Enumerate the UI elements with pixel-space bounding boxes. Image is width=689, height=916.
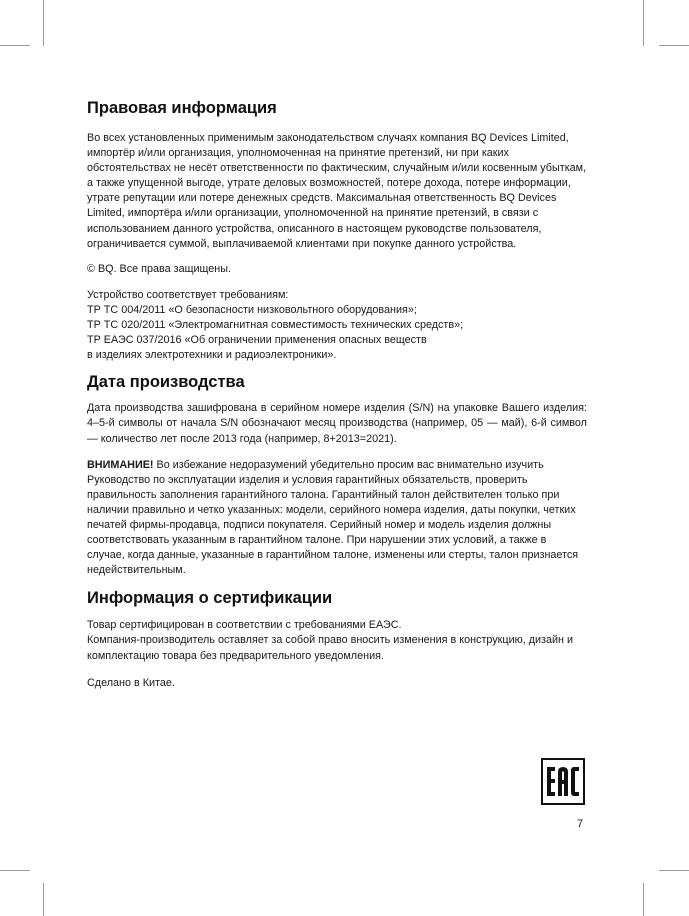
production-title: Дата производства xyxy=(87,373,245,392)
warning-label: ВНИМАНИЕ! xyxy=(87,458,154,471)
compliance-line: Устройство соответствует требованиям: xyxy=(87,288,289,301)
warning-paragraph xyxy=(87,458,587,579)
production-section xyxy=(87,372,587,578)
crop-mark xyxy=(0,870,30,871)
page-content xyxy=(87,98,587,691)
made-in-text: Сделано в Китае. xyxy=(87,676,175,689)
compliance-line: ТР ЕАЭС 037/2016 «Об ограничении применения опасных веществ xyxy=(87,334,427,347)
compliance-line: ТР ТС 020/2011 «Электромагнитная совместимость технических средств»; xyxy=(87,319,464,332)
crop-mark xyxy=(43,883,44,916)
compliance-line: ТР ТС 004/2011 «О безопасности низковольтного оборудования»; xyxy=(87,303,417,316)
crop-mark xyxy=(0,45,30,46)
certification-section xyxy=(87,588,587,690)
eac-mark-icon xyxy=(541,758,585,805)
certification-line: Товар сертифицирован в соответствии с требованиями ЕАЭС. xyxy=(87,619,402,632)
compliance-line: в изделиях электротехники и радиоэлектроники». xyxy=(87,349,337,362)
production-body: Дата производства зашифрована в серийном номере изделия (S/N) на упаковке Вашего изделия: 4–5-й символы от начала S/N обозначают месяц производства (например, 05 — май), 6-й символ — количество лет после 2013 года (например, 8+2013=2021). xyxy=(87,402,587,445)
crop-mark xyxy=(643,0,644,46)
crop-mark xyxy=(43,0,44,46)
certification-line: Компания-производитель оставляет за собой право вносить изменения в конструкцию, дизайн и комплектацию товара без предварительного уведомления. xyxy=(87,634,574,662)
legal-title: Правовая информация xyxy=(87,99,277,117)
legal-section xyxy=(87,98,587,363)
page-number: 7 xyxy=(577,818,584,830)
crop-mark xyxy=(643,883,644,916)
crop-mark xyxy=(659,45,689,46)
crop-mark xyxy=(659,870,689,871)
certification-title: Информация о сертификации xyxy=(87,589,333,608)
warning-text: Во избежание недоразумений убедительно просим вас внимательно изучить Руководство по эксплуатации изделия и условия гарантийных обязательств, проверить правильность заполнения гарантийного талона. Гарантийный талон действителен только при наличии правильно и четко указанных: модели, серийного номера изделия, даты покупки, четких печатей фирмы-продавца, подписи покупателя. Серийный номер и модель изделия должны соответствовать указанным в гарантийном талоне. При нарушении этих условий, а также в случае, когда данные, указанные в гарантийном талоне, изменены или стерты, талон признается недействительным. xyxy=(87,458,579,577)
copyright-text: © BQ. Все права защищены. xyxy=(87,262,231,275)
legal-body: Во всех установленных применимым законодательством случаях компания BQ Devices Limited, импортёр и/или организация, уполномоченная на принятие претензий, ни при каких обстоятельствах не несёт ответственности по фактическим, случайным и/или косвенным убыткам, а также упущенной выгоде, утрате деловых возможностей, потере дохода, потере информации, утрате репутации или потере денежных средств. Максимальная ответственность BQ Devices Limited, импортёра и/или организации, уполномоченной на принятие претензий, в связи с использованием данного устройства, описанного в настоящем руководстве пользователя, ограничивается суммой, выплачиваемой клиентами при покупке данного устройства. xyxy=(87,132,587,250)
